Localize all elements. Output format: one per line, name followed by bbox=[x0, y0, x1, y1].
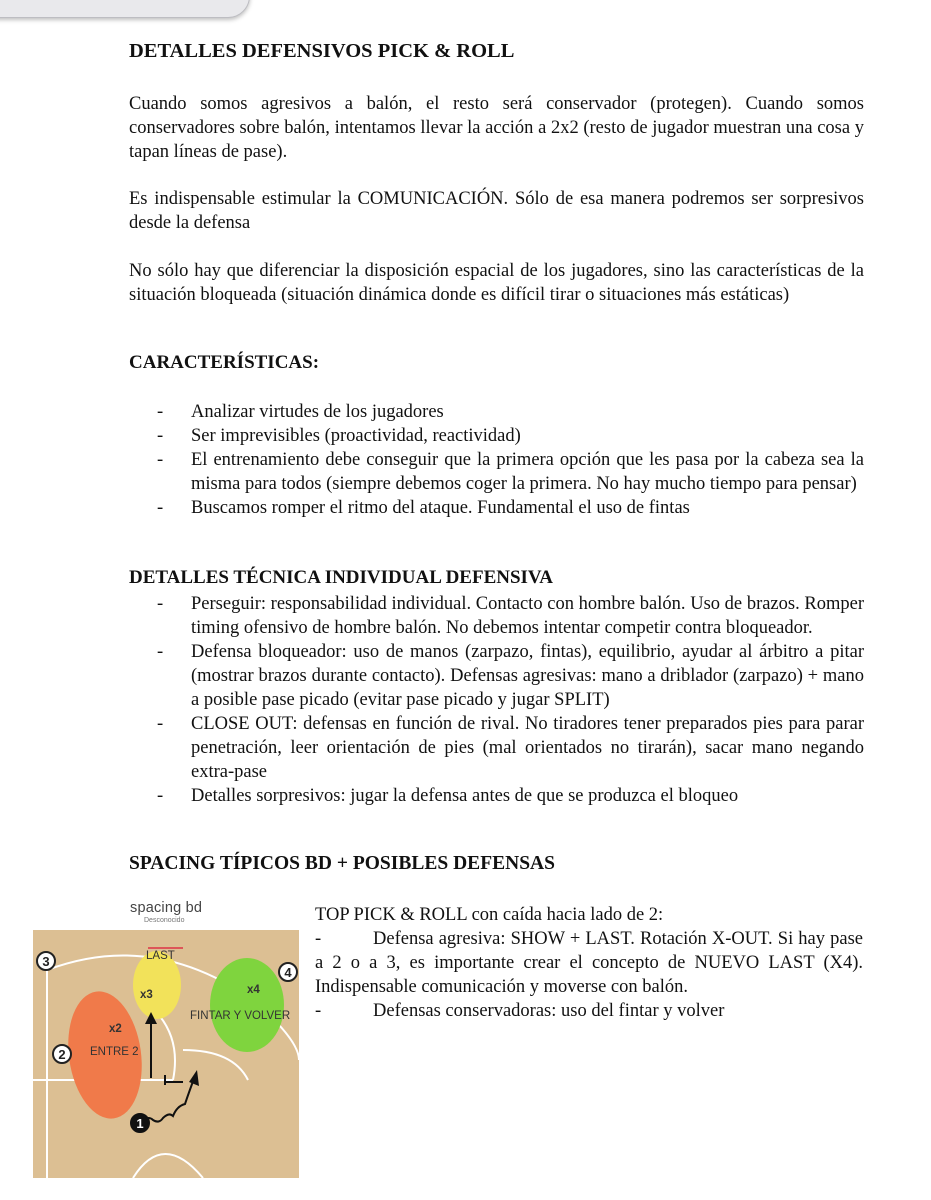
paragraph-2: Es indispensable estimular la COMUNICACIÓN. Sólo de esa manera podremos ser sorpresivos desde la defensa bbox=[129, 189, 864, 233]
paragraph-3: No sólo hay que diferenciar la disposición espacial de los jugadores, sino las características de la situación bloqueada (situación dinámica donde es difícil tirar o situaciones más estáticas) bbox=[129, 261, 864, 305]
top-pick-intro: TOP PICK & ROLL con caída hacia lado de 2: bbox=[315, 905, 664, 925]
spacing-heading: SPACING TÍPICOS BD + POSIBLES DEFENSAS bbox=[129, 853, 555, 874]
list-item: - Perseguir: responsabilidad individual. Contacto con hombre balón. Uso de brazos. Romper timing ofensivo de hombre balón. No debemos intentar competir contra bloqueador. bbox=[157, 594, 864, 638]
paragraph-1: Cuando somos agresivos a balón, el resto será conservador (protegen). Cuando somos conservadores sobre balón, intentamos llevar la acción a 2x2 (resto de jugador muestran una cosa y tapan líneas de pase). bbox=[129, 94, 864, 162]
list-item: - Defensa bloqueador: uso de manos (zarpazo, fintas), equilibrio, ayudar al árbitro a pitar (mostrar brazos durante contacto). Defensas agresivas: mano a driblador (zarpazo) + mano a posible pase picado (evitar pase picado y jugar SPLIT) bbox=[157, 642, 864, 710]
player-3: 3 bbox=[36, 951, 56, 971]
label-x4: x4 bbox=[247, 984, 260, 996]
player-4: 4 bbox=[278, 962, 298, 982]
top-pick-item-1: - Defensa agresiva: SHOW + LAST. Rotación X-OUT. Si hay pase a 2 o a 3, es importante crear el concepto de NUEVO LAST (X4). Indispensable comunicación y moverse con balón. bbox=[315, 929, 863, 997]
top-pick-item-2: - Defensas conservadoras: uso del fintar y volver bbox=[315, 1001, 725, 1021]
caracteristicas-list bbox=[129, 400, 864, 520]
list-item: - Ser imprevisibles (proactividad, reactividad) bbox=[157, 426, 521, 446]
court-lines bbox=[33, 930, 299, 1178]
list-item: - Analizar virtudes de los jugadores bbox=[157, 402, 444, 422]
label-last: LAST bbox=[146, 950, 175, 962]
list-item: - Detalles sorpresivos: jugar la defensa antes de que se produzca el bloqueo bbox=[157, 786, 739, 806]
caracteristicas-heading: CARACTERÍSTICAS: bbox=[129, 352, 320, 373]
window-tab-bar bbox=[0, 0, 250, 18]
list-item: - CLOSE OUT: defensas en función de rival. No tiradores tener preparados pies para parar penetración, leer orientación de pies (mal orientados no tirarán), sacar mano negando extra-pase bbox=[157, 714, 864, 782]
player-1: 1 bbox=[130, 1113, 150, 1133]
diagram-title: spacing bd bbox=[130, 900, 203, 916]
list-item: - Buscamos romper el ritmo del ataque. Fundamental el uso de fintas bbox=[157, 498, 690, 518]
label-x3: x3 bbox=[140, 989, 153, 1001]
label-x2: x2 bbox=[109, 1023, 122, 1035]
zone-green bbox=[210, 958, 284, 1052]
page-title: DETALLES DEFENSIVOS PICK & ROLL bbox=[129, 40, 515, 62]
court-diagram bbox=[33, 930, 299, 1178]
diagram-subtitle: Desconocido bbox=[144, 917, 185, 924]
label-entre: ENTRE 2 bbox=[90, 1046, 139, 1058]
list-item: - El entrenamiento debe conseguir que la primera opción que les pasa por la cabeza sea la misma para todos (siempre debemos coger la primera. No hay mucho tiempo para pensar) bbox=[157, 450, 864, 494]
label-fintar: FINTAR Y VOLVER bbox=[190, 1010, 291, 1022]
tecnica-heading: DETALLES TÉCNICA INDIVIDUAL DEFENSIVA bbox=[129, 567, 553, 588]
tecnica-list bbox=[129, 592, 864, 808]
player-2: 2 bbox=[52, 1044, 72, 1064]
